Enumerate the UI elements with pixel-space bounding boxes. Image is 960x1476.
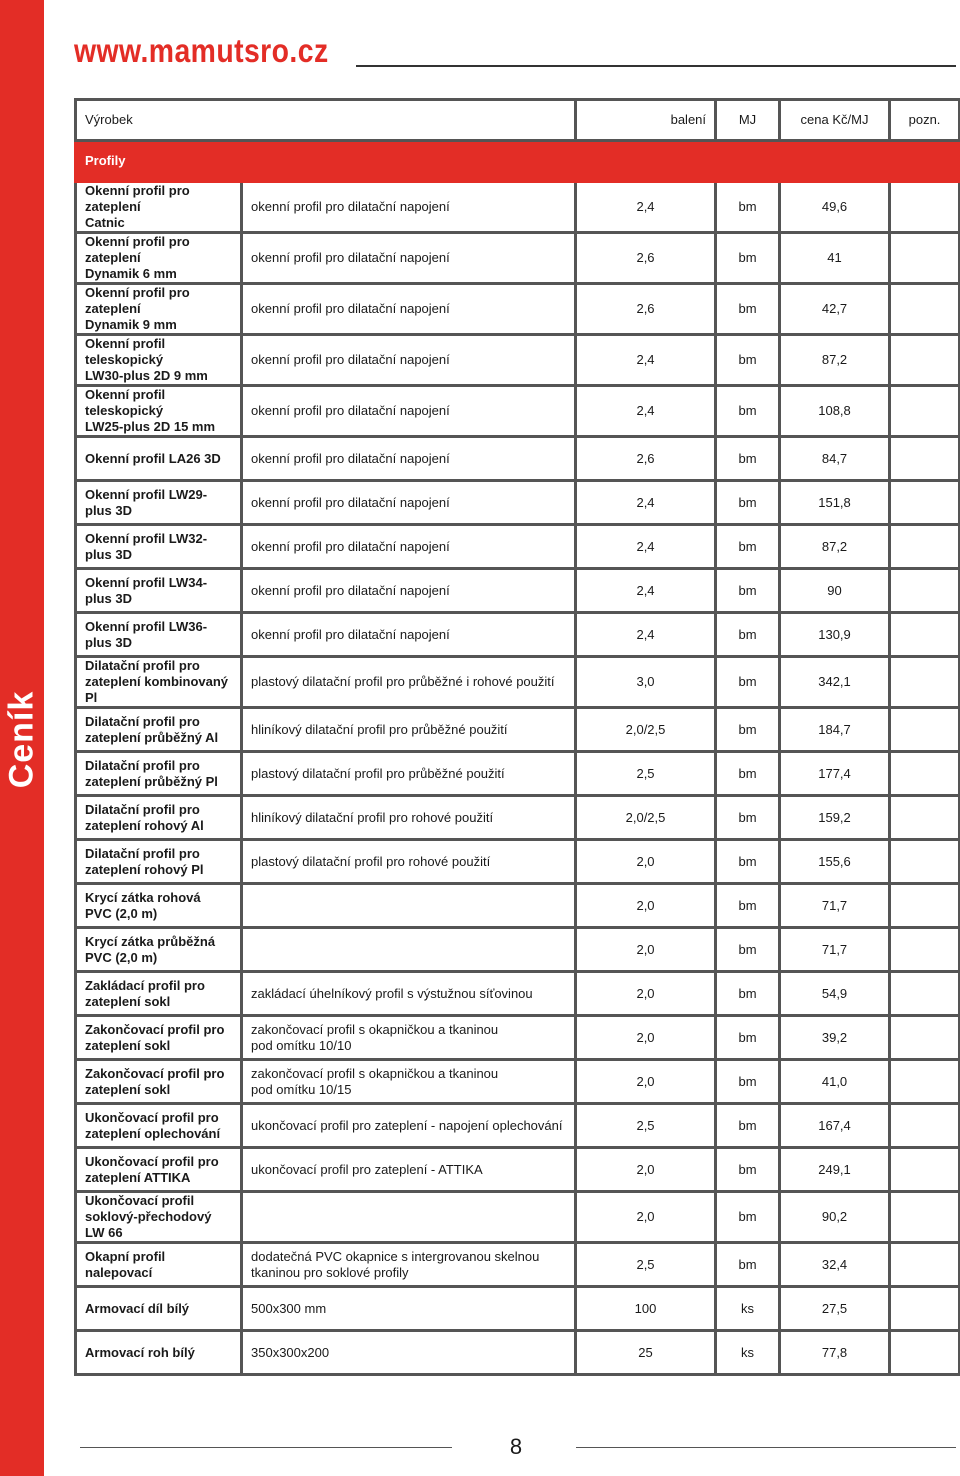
product-name-line: PVC (2,0 m): [85, 905, 158, 921]
product-name: [76, 1331, 242, 1375]
product-description: [242, 233, 576, 284]
product-name: [76, 335, 242, 386]
product-name-line: PVC (2,0 m): [85, 949, 158, 965]
table-row: [76, 796, 960, 840]
product-name-line: zateplení ATTIKA: [85, 1169, 191, 1185]
price-value: 54,9: [780, 972, 890, 1016]
product-name: [76, 1104, 242, 1148]
product-name-line: Okenní profil LW34-plus 3D: [85, 574, 208, 606]
packing-value: 2,0: [576, 928, 716, 972]
product-name: [76, 481, 242, 525]
product-name: [76, 182, 242, 233]
table-row: [76, 657, 960, 708]
product-name: [76, 796, 242, 840]
product-name: [76, 1192, 242, 1243]
product-description: [242, 437, 576, 481]
product-description: [242, 481, 576, 525]
product-description: [242, 972, 576, 1016]
product-description-line: tkaninou pro soklové profily: [251, 1264, 409, 1280]
unit-value: bm: [716, 972, 780, 1016]
table-row: [76, 481, 960, 525]
unit-value: ks: [716, 1331, 780, 1375]
note-cell: [890, 613, 960, 657]
note-cell: [890, 1331, 960, 1375]
price-value: 159,2: [780, 796, 890, 840]
packing-value: 2,4: [576, 386, 716, 437]
note-cell: [890, 386, 960, 437]
price-value: 41,0: [780, 1060, 890, 1104]
product-name-line: Armovací díl bílý: [85, 1300, 190, 1316]
note-cell: [890, 1287, 960, 1331]
packing-value: 2,0: [576, 1148, 716, 1192]
table-row: [76, 1016, 960, 1060]
product-name-line: Ukončovací profil pro: [85, 1109, 219, 1125]
product-description: [242, 1192, 576, 1243]
price-value: 77,8: [780, 1331, 890, 1375]
product-description-line: okenní profil pro dilatační napojení: [251, 301, 450, 316]
product-description: [242, 1243, 576, 1287]
product-name-line: Okenní profil LW32-plus 3D: [85, 530, 208, 562]
product-description-line: okenní profil pro dilatační napojení: [251, 494, 450, 510]
product-description-line: zakládací úhelníkový profil s výstužnou síťovinou: [251, 985, 533, 1001]
product-name: [76, 437, 242, 481]
note-cell: [890, 796, 960, 840]
table-row: [76, 884, 960, 928]
unit-value: bm: [716, 1148, 780, 1192]
packing-value: 3,0: [576, 657, 716, 708]
product-name: [76, 840, 242, 884]
packing-value: 25: [576, 1331, 716, 1375]
packing-value: 2,5: [576, 752, 716, 796]
product-description: [242, 284, 576, 335]
product-name-line: soklový-přechodový LW 66: [85, 1209, 212, 1240]
product-name-line: LW30-plus 2D 9 mm: [85, 368, 208, 383]
side-red-bar: [0, 0, 44, 1476]
price-value: 151,8: [780, 481, 890, 525]
site-url[interactable]: www.mamutsro.cz: [74, 32, 329, 69]
product-description-line: okenní profil pro dilatační napojení: [251, 626, 450, 642]
product-name-line: zateplení rohový Pl: [85, 861, 204, 877]
packing-value: 2,6: [576, 233, 716, 284]
unit-value: bm: [716, 884, 780, 928]
note-cell: [890, 1243, 960, 1287]
unit-value: bm: [716, 1243, 780, 1287]
product-name-line: Okenní profil LA26 3D: [85, 450, 221, 466]
product-description: [242, 1104, 576, 1148]
unit-value: bm: [716, 525, 780, 569]
product-description: [242, 386, 576, 437]
header-row: [76, 100, 960, 141]
product-name-line: Zakončovací profil pro: [85, 1021, 225, 1037]
price-value: 49,6: [780, 182, 890, 233]
table-row: [76, 233, 960, 284]
product-name-line: Dilatační profil pro: [85, 713, 200, 729]
product-name-line: LW25-plus 2D 15 mm: [85, 419, 216, 434]
packing-value: 2,6: [576, 437, 716, 481]
price-value: 184,7: [780, 708, 890, 752]
product-name: [76, 972, 242, 1016]
packing-value: 2,0: [576, 840, 716, 884]
table-row: [76, 1104, 960, 1148]
price-value: 167,4: [780, 1104, 890, 1148]
header-packing: balení: [576, 100, 716, 141]
product-name: [76, 233, 242, 284]
unit-value: bm: [716, 708, 780, 752]
unit-value: bm: [716, 481, 780, 525]
price-value: 87,2: [780, 335, 890, 386]
note-cell: [890, 840, 960, 884]
price-value: 249,1: [780, 1148, 890, 1192]
note-cell: [890, 284, 960, 335]
unit-value: bm: [716, 1060, 780, 1104]
product-description: [242, 1287, 576, 1331]
unit-value: bm: [716, 752, 780, 796]
product-description-line: okenní profil pro dilatační napojení: [251, 352, 450, 367]
packing-value: 2,4: [576, 481, 716, 525]
product-name-line: Krycí zátka průběžná: [85, 933, 216, 949]
product-description-line: pod omítku 10/15: [251, 1081, 352, 1097]
note-cell: [890, 233, 960, 284]
product-description-line: ukončovací profil pro zateplení - ATTIKA: [251, 1161, 483, 1177]
table-row: [76, 972, 960, 1016]
product-description-line: zakončovací profil s okapničkou a tkaninou: [251, 1065, 499, 1081]
packing-value: 100: [576, 1287, 716, 1331]
product-description-line: okenní profil pro dilatační napojení: [251, 250, 450, 265]
table-row: [76, 1148, 960, 1192]
product-description: [242, 613, 576, 657]
product-description: [242, 1148, 576, 1192]
note-cell: [890, 1060, 960, 1104]
table-row: [76, 613, 960, 657]
product-name-line: Ukončovací profil pro: [85, 1153, 219, 1169]
price-value: 90,2: [780, 1192, 890, 1243]
unit-value: bm: [716, 335, 780, 386]
packing-value: 2,0: [576, 1060, 716, 1104]
packing-value: 2,0/2,5: [576, 796, 716, 840]
packing-value: 2,0: [576, 1192, 716, 1243]
table-row: [76, 386, 960, 437]
packing-value: 2,0: [576, 884, 716, 928]
price-value: 130,9: [780, 613, 890, 657]
price-value: 27,5: [780, 1287, 890, 1331]
table-row: [76, 1060, 960, 1104]
product-description: [242, 796, 576, 840]
note-cell: [890, 708, 960, 752]
note-cell: [890, 182, 960, 233]
product-description: [242, 657, 576, 708]
product-name-line: Okenní profil teleskopický: [85, 336, 166, 367]
table-row: [76, 708, 960, 752]
product-description-line: okenní profil pro dilatační napojení: [251, 403, 450, 418]
product-description-line: okenní profil pro dilatační napojení: [251, 538, 450, 554]
product-name-line: Zakládací profil pro: [85, 977, 205, 993]
note-cell: [890, 1104, 960, 1148]
note-cell: [890, 884, 960, 928]
product-name-line: Okenní profil pro zateplení: [85, 285, 190, 316]
product-name: [76, 525, 242, 569]
product-name-line: Dilatační profil pro: [85, 757, 200, 773]
unit-value: bm: [716, 233, 780, 284]
note-cell: [890, 928, 960, 972]
unit-value: bm: [716, 657, 780, 708]
product-name-line: Catnic: [85, 215, 125, 230]
product-name-line: zateplení průběžný Pl: [85, 773, 218, 789]
product-description-line: plastový dilatační profil pro rohové použití: [251, 853, 491, 869]
table-row: [76, 840, 960, 884]
packing-value: 2,4: [576, 569, 716, 613]
price-value: 87,2: [780, 525, 890, 569]
footer-rule-left: [80, 1447, 452, 1448]
product-description: [242, 928, 576, 972]
product-description-line: plastový dilatační profil pro průběžné i rohové použití: [251, 674, 555, 689]
product-name-line: Dilatační profil pro: [85, 658, 200, 673]
note-cell: [890, 525, 960, 569]
product-name-line: Dynamik 6 mm: [85, 266, 177, 281]
note-cell: [890, 657, 960, 708]
product-name-line: Okenní profil LW36-plus 3D: [85, 618, 208, 650]
packing-value: 2,5: [576, 1243, 716, 1287]
product-name-line: zateplení sokl: [85, 1037, 171, 1053]
product-description: [242, 708, 576, 752]
product-description-line: plastový dilatační profil pro průběžné použití: [251, 765, 505, 781]
price-value: 84,7: [780, 437, 890, 481]
product-name-line: Dynamik 9 mm: [85, 317, 177, 332]
product-name-line: Okenní profil teleskopický: [85, 387, 166, 418]
unit-value: ks: [716, 1287, 780, 1331]
price-value: 90: [780, 569, 890, 613]
price-value: 342,1: [780, 657, 890, 708]
unit-value: bm: [716, 284, 780, 335]
note-cell: [890, 335, 960, 386]
product-description: [242, 569, 576, 613]
product-name-line: Armovací roh bílý: [85, 1344, 195, 1360]
product-description: [242, 525, 576, 569]
product-name: [76, 386, 242, 437]
note-cell: [890, 569, 960, 613]
note-cell: [890, 437, 960, 481]
product-name-line: zateplení sokl: [85, 993, 171, 1009]
packing-value: 2,4: [576, 182, 716, 233]
section-title: Profily: [76, 141, 960, 182]
product-name: [76, 708, 242, 752]
product-name: [76, 1287, 242, 1331]
product-name: [76, 657, 242, 708]
packing-value: 2,4: [576, 525, 716, 569]
note-cell: [890, 481, 960, 525]
table-row: [76, 928, 960, 972]
product-description: [242, 752, 576, 796]
product-name-line: Dilatační profil pro: [85, 801, 200, 817]
unit-value: bm: [716, 1192, 780, 1243]
product-description: [242, 182, 576, 233]
product-name-line: zateplení kombinovaný Pl: [85, 674, 229, 705]
header-price: cena Kč/MJ: [780, 100, 890, 141]
price-value: 32,4: [780, 1243, 890, 1287]
header-unit: MJ: [716, 100, 780, 141]
product-name: [76, 1060, 242, 1104]
table-row: [76, 284, 960, 335]
product-description: [242, 884, 576, 928]
header-rule: [356, 65, 956, 67]
table-row: [76, 335, 960, 386]
unit-value: bm: [716, 437, 780, 481]
table-row: [76, 437, 960, 481]
note-cell: [890, 752, 960, 796]
product-description-line: 500x300 mm: [251, 1300, 327, 1316]
product-name: [76, 613, 242, 657]
unit-value: bm: [716, 613, 780, 657]
price-value: 177,4: [780, 752, 890, 796]
product-name-line: zateplení oplechování: [85, 1125, 221, 1141]
product-name: [76, 284, 242, 335]
packing-value: 2,0: [576, 972, 716, 1016]
product-name: [76, 1243, 242, 1287]
packing-value: 2,6: [576, 284, 716, 335]
product-name: [76, 752, 242, 796]
price-value: 155,6: [780, 840, 890, 884]
table-row: [76, 525, 960, 569]
product-description-line: okenní profil pro dilatační napojení: [251, 450, 450, 466]
product-description: [242, 1016, 576, 1060]
product-name-line: zateplení průběžný Al: [85, 729, 219, 745]
product-description-line: hliníkový dilatační profil pro průběžné použití: [251, 721, 508, 737]
note-cell: [890, 1016, 960, 1060]
product-description: [242, 1331, 576, 1375]
side-label: Ceník: [2, 690, 41, 789]
product-name: [76, 1016, 242, 1060]
price-table: [74, 98, 960, 1376]
product-name-line: zateplení rohový Al: [85, 817, 204, 833]
product-name-line: Okenní profil pro zateplení: [85, 183, 190, 214]
table-row: [76, 1243, 960, 1287]
unit-value: bm: [716, 928, 780, 972]
footer-rule-right: [576, 1447, 956, 1448]
price-value: 41: [780, 233, 890, 284]
product-name-line: Krycí zátka rohová: [85, 889, 201, 905]
product-name-line: Okenní profil LW29-plus 3D: [85, 486, 208, 518]
price-value: 42,7: [780, 284, 890, 335]
price-value: 71,7: [780, 928, 890, 972]
price-value: 39,2: [780, 1016, 890, 1060]
product-name-line: Zakončovací profil pro: [85, 1065, 225, 1081]
product-description-line: zakončovací profil s okapničkou a tkaninou: [251, 1021, 499, 1037]
product-description-line: ukončovací profil pro zateplení - napojení oplechování: [251, 1117, 563, 1133]
section-row: [76, 141, 960, 182]
product-description: [242, 1060, 576, 1104]
price-value: 108,8: [780, 386, 890, 437]
table-row: [76, 1287, 960, 1331]
unit-value: bm: [716, 569, 780, 613]
product-name: [76, 884, 242, 928]
product-name-line: Okapní profil nalepovací: [85, 1248, 166, 1280]
product-name: [76, 569, 242, 613]
table-row: [76, 1331, 960, 1375]
product-name-line: Dilatační profil pro: [85, 845, 200, 861]
unit-value: bm: [716, 1016, 780, 1060]
packing-value: 2,0: [576, 1016, 716, 1060]
unit-value: bm: [716, 840, 780, 884]
table-row: [76, 569, 960, 613]
unit-value: bm: [716, 386, 780, 437]
product-description: [242, 840, 576, 884]
product-description-line: okenní profil pro dilatační napojení: [251, 199, 450, 214]
product-name-line: Okenní profil pro zateplení: [85, 234, 190, 265]
header-product: Výrobek: [76, 100, 576, 141]
packing-value: 2,4: [576, 613, 716, 657]
note-cell: [890, 1192, 960, 1243]
price-value: 71,7: [780, 884, 890, 928]
product-description-line: hliníkový dilatační profil pro rohové použití: [251, 809, 494, 825]
packing-value: 2,5: [576, 1104, 716, 1148]
product-name: [76, 1148, 242, 1192]
product-description: [242, 335, 576, 386]
unit-value: bm: [716, 182, 780, 233]
product-description-line: okenní profil pro dilatační napojení: [251, 582, 450, 598]
packing-value: 2,4: [576, 335, 716, 386]
unit-value: bm: [716, 796, 780, 840]
unit-value: bm: [716, 1104, 780, 1148]
product-name-line: Ukončovací profil: [85, 1193, 195, 1208]
page-number: 8: [509, 1434, 523, 1459]
table-row: [76, 182, 960, 233]
table-row: [76, 752, 960, 796]
packing-value: 2,0/2,5: [576, 708, 716, 752]
note-cell: [890, 1148, 960, 1192]
product-name-line: zateplení sokl: [85, 1081, 171, 1097]
product-description-line: pod omítku 10/10: [251, 1037, 352, 1053]
product-description-line: 350x300x200: [251, 1344, 330, 1360]
table-row: [76, 1192, 960, 1243]
product-description-line: dodatečná PVC okapnice s intergrovanou skelnou: [251, 1248, 540, 1264]
header-note: pozn.: [890, 100, 960, 141]
product-name: [76, 928, 242, 972]
note-cell: [890, 972, 960, 1016]
